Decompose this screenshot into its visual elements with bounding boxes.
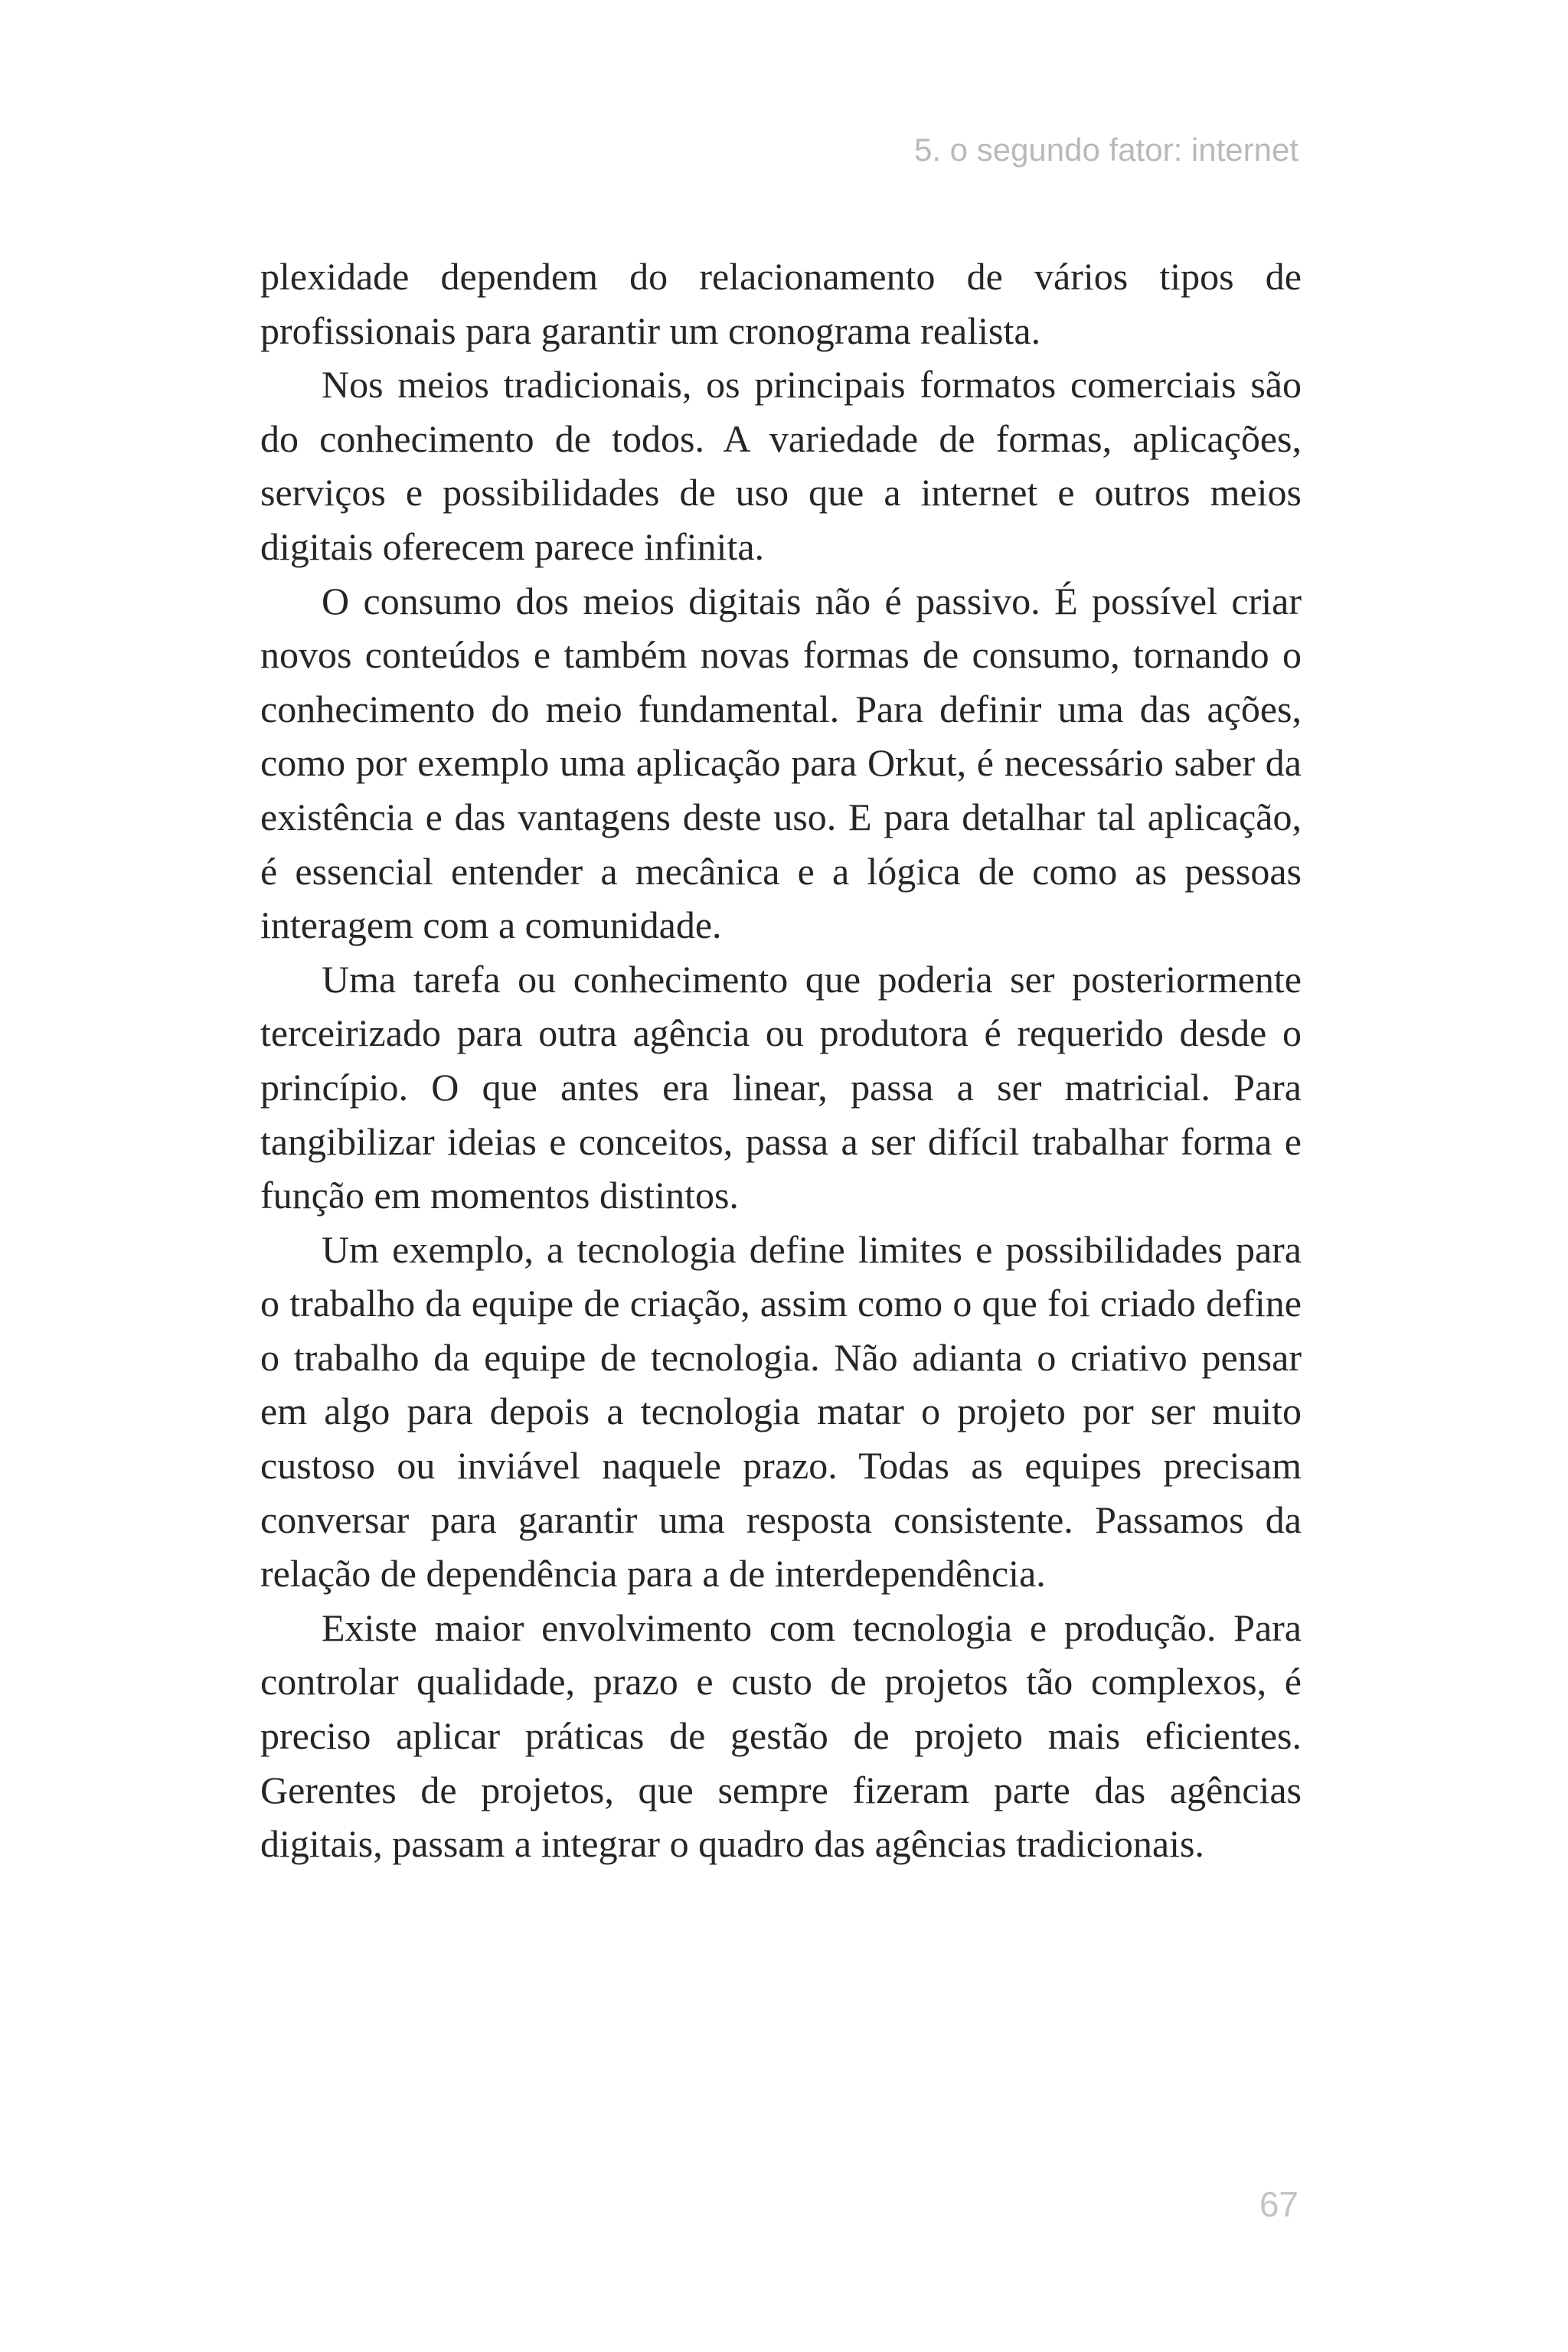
paragraph-continuation: plexidade dependem do relacionamento de vários tipos de profissionais para garantir um cronograma realista. xyxy=(260,255,1302,352)
paragraph: Um exemplo, a tecnologia define limites e possibilidades para o trabalho da equipe de criação, assim como o que foi criado define o trabalho da equipe de tecnologia. Não adianta o criativo pensar em algo para depois a tecnologia matar o projeto por ser muito custoso ou inviável naquele prazo. Todas as equipes precisam conversar para garantir uma resposta consistente. Passamos da relação de dependência para a de interdependência. xyxy=(260,1227,1302,1596)
paragraph: Existe maior envolvimento com tecnologia e produção. Para controlar qualidade, prazo e custo de projetos tão complexos, é preciso aplicar práticas de gestão de projeto mais eficientes. Gerentes de projetos, que sempre fizeram parte das agências digitais, passam a integrar o quadro das agências tradicionais. xyxy=(260,1606,1302,1866)
paragraph: Uma tarefa ou conhecimento que poderia ser posteriormente terceirizado para outra agência ou produtora é requerido desde o princípio. O que antes era linear, passa a ser matricial. Para tangibilizar ideias e conceitos, passa a ser difícil trabalhar forma e função em momentos distintos. xyxy=(260,957,1302,1217)
body-text xyxy=(260,250,1302,1871)
page-number: 67 xyxy=(1259,2184,1298,2224)
paragraph: O consumo dos meios digitais não é passivo. É possível criar novos conteúdos e também novas formas de consumo, tornando o conhecimento do meio fundamental. Para definir uma das ações, como por exemplo uma aplicação para Orkut, é necessário saber da existência e das vantagens deste uso. E para detalhar tal aplicação, é essencial entender a mecânica e a lógica de como as pessoas interagem com a comunidade. xyxy=(260,579,1302,947)
running-header: 5. o segundo fator: internet xyxy=(913,132,1298,168)
paragraph: Nos meios tradicionais, os principais formatos comerciais são do conhecimento de todos. A variedade de formas, aplicações, serviços e possibilidades de uso que a internet e outros meios digitais oferecem parece infinita. xyxy=(260,363,1302,568)
